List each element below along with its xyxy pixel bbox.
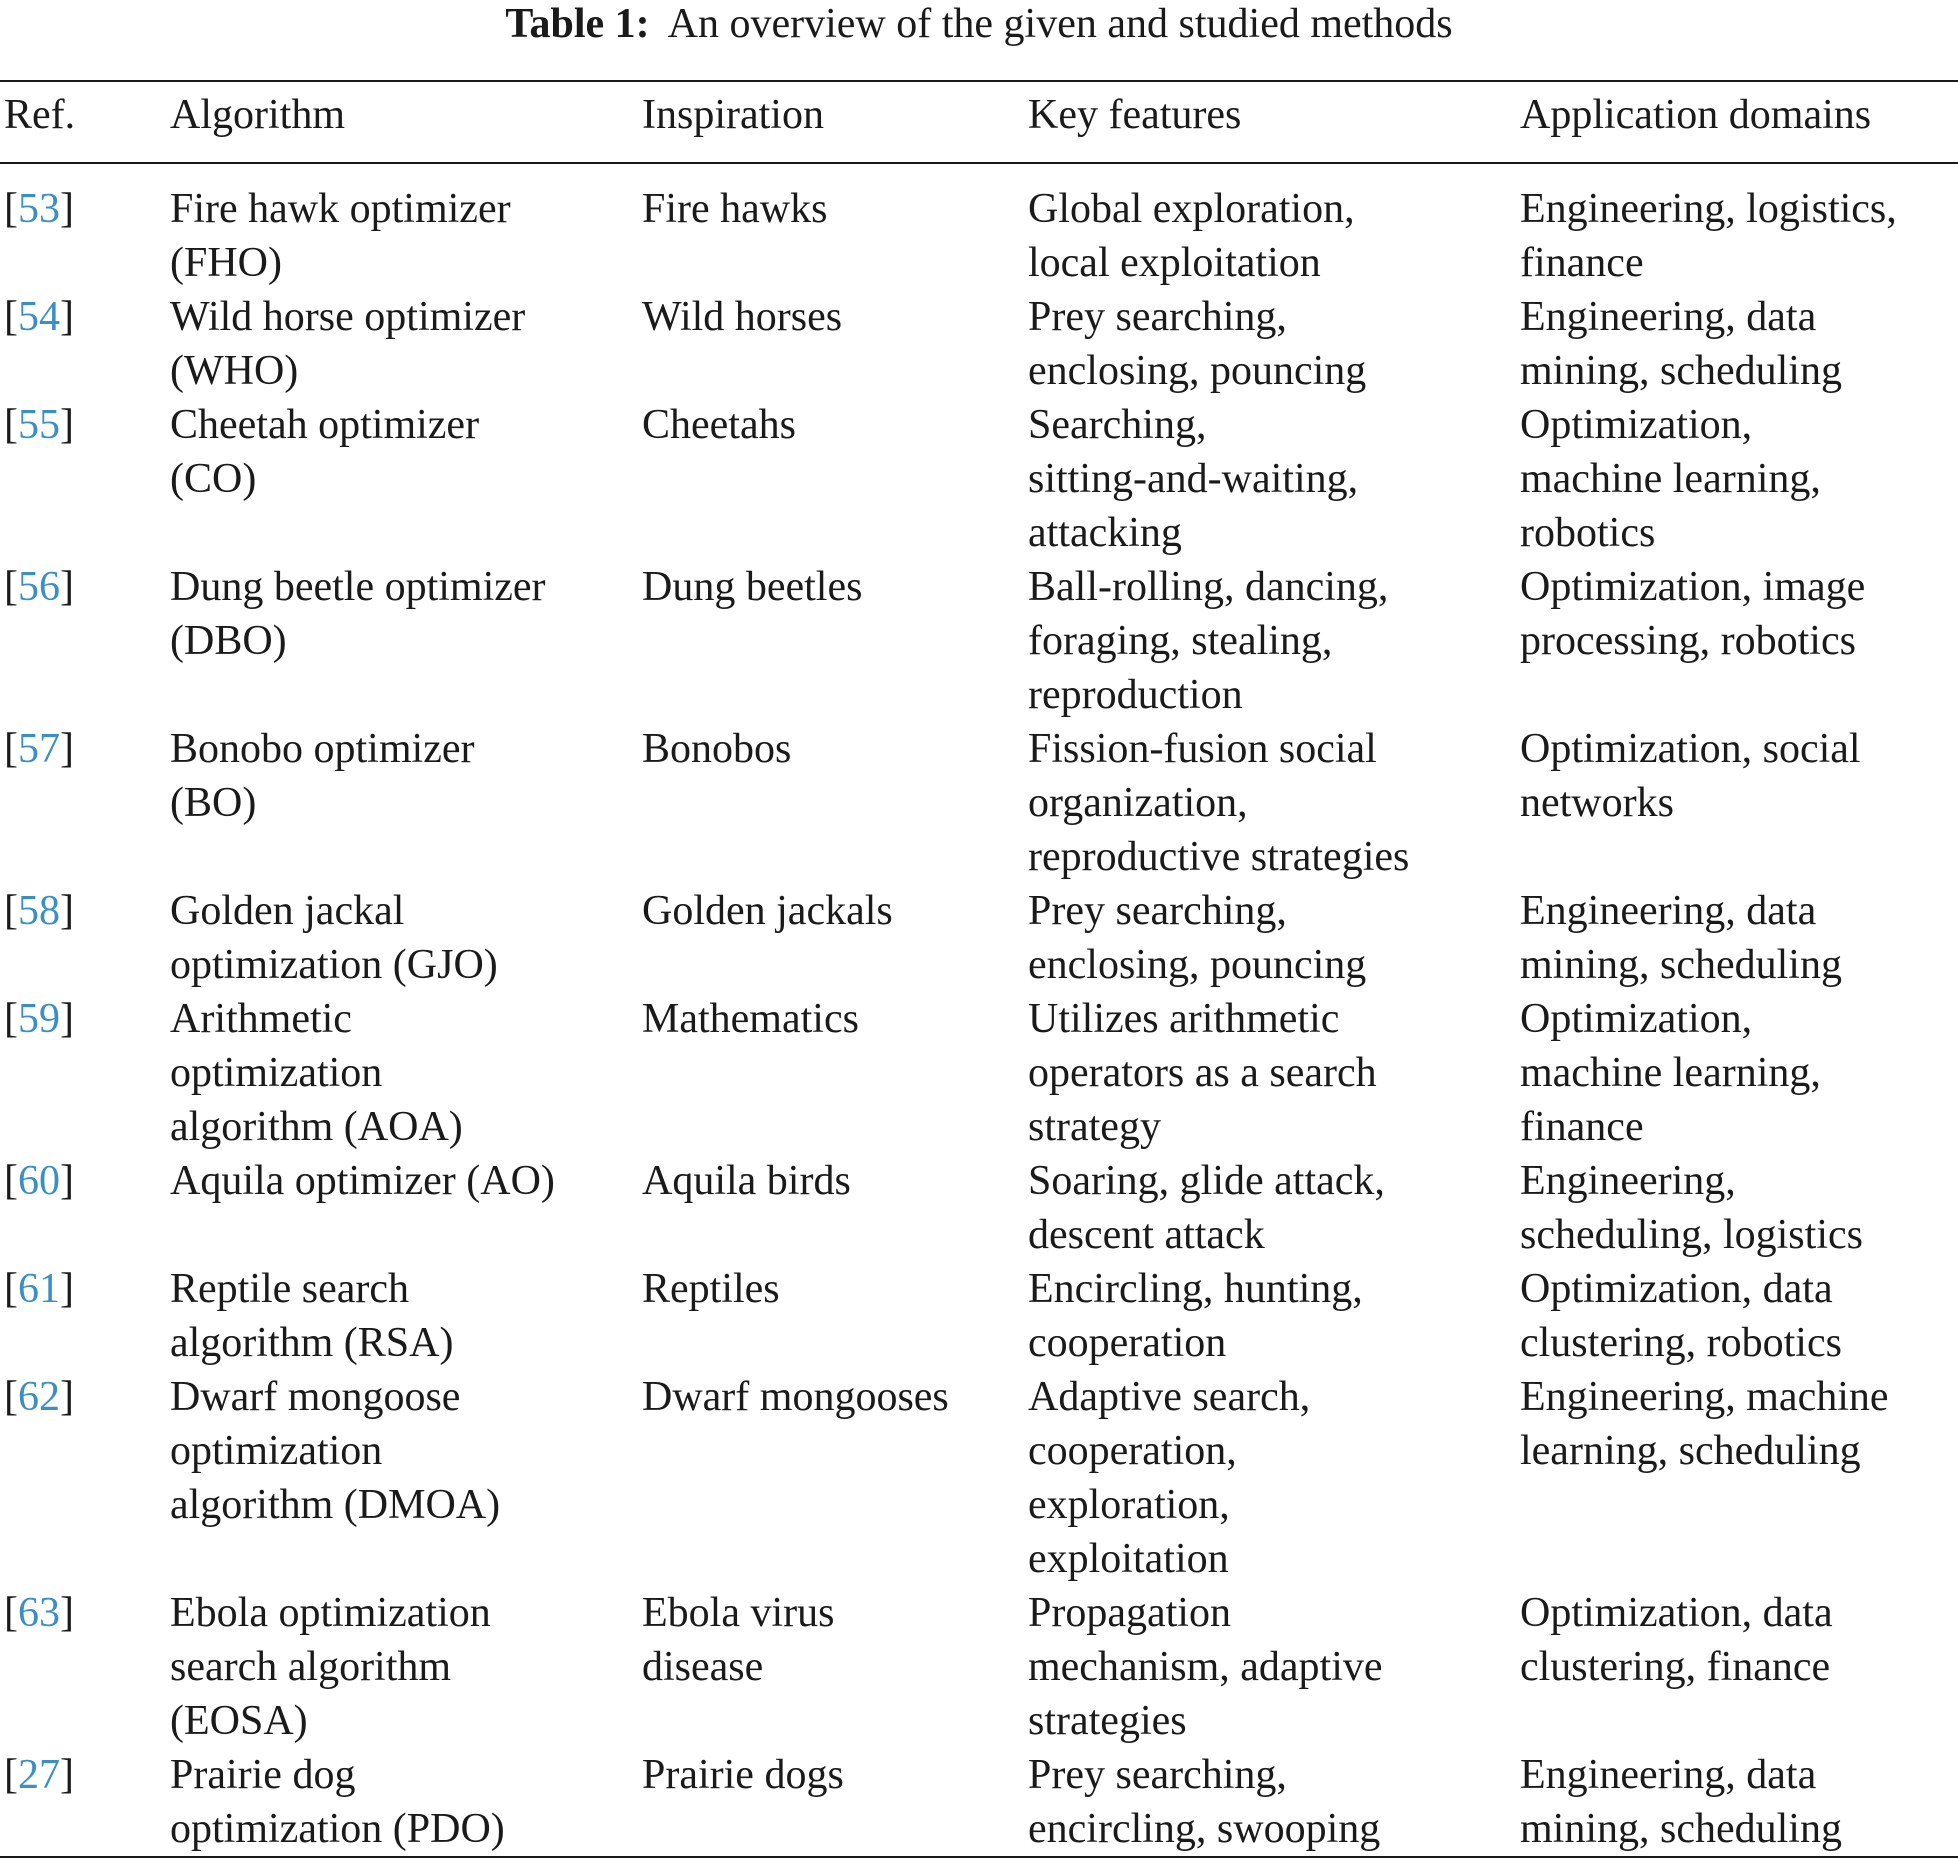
cell-line: optimization (170, 1050, 383, 1096)
cell-ref: [27] (4, 1752, 74, 1798)
cell-line: sitting-and-waiting, (1028, 456, 1359, 502)
cell-line: Dwarf mongooses (642, 1374, 949, 1420)
cell-line: organization, (1028, 780, 1248, 826)
cell-application-domains (1520, 163, 1958, 290)
cell-line: Encircling, hunting, (1028, 1266, 1363, 1312)
cell-line: algorithm (RSA) (170, 1320, 454, 1366)
cell-line: Prey searching, (1028, 888, 1287, 934)
cell-line: strategy (1028, 1104, 1161, 1150)
cell-line: Arithmetic (170, 996, 352, 1042)
cell-application-domains (1520, 1370, 1958, 1586)
reference-link[interactable]: 56 (18, 564, 60, 610)
cell-algorithm (170, 1154, 642, 1262)
table-caption-text: An overview of the given and studied methods (667, 1, 1453, 47)
cell-line: Dung beetle optimizer (170, 564, 546, 610)
cell-line: mining, scheduling (1520, 942, 1842, 988)
cell-key-features (1028, 163, 1520, 290)
cell-line: Optimization, (1520, 996, 1753, 1042)
cell-application-domains (1520, 1262, 1958, 1370)
cell-line: optimization (PDO) (170, 1806, 505, 1852)
cell-key-features (1028, 1154, 1520, 1262)
cell-line: mechanism, adaptive (1028, 1644, 1383, 1690)
cell-inspiration (642, 1154, 1028, 1262)
header-row (0, 81, 1958, 163)
cell-inspiration (642, 722, 1028, 884)
cell-line: (WHO) (170, 348, 299, 394)
cell-algorithm (170, 163, 642, 290)
cell-key-features (1028, 560, 1520, 722)
cell-line: Engineering, (1520, 1158, 1736, 1204)
cell-application-domains (1520, 290, 1958, 398)
cell-line: Dwarf mongoose (170, 1374, 461, 1420)
cell-line: Engineering, logistics, (1520, 186, 1897, 232)
cell-ref: [56] (4, 564, 74, 610)
cell-line: enclosing, pouncing (1028, 942, 1367, 988)
reference-link[interactable]: 55 (18, 402, 60, 448)
cell-line: search algorithm (170, 1644, 452, 1690)
cell-application-domains (1520, 1586, 1958, 1748)
cell-line: learning, scheduling (1520, 1428, 1861, 1474)
cell-line: Aquila birds (642, 1158, 851, 1204)
cell-line: Bonobos (642, 726, 792, 772)
cell-inspiration (642, 560, 1028, 722)
cell-line: finance (1520, 1104, 1644, 1150)
cell-inspiration (642, 1262, 1028, 1370)
table-header (0, 81, 1958, 163)
cell-line: Prairie dog (170, 1752, 356, 1798)
cell-ref: [54] (4, 294, 74, 340)
cell-line: Optimization, social (1520, 726, 1861, 772)
cell-key-features (1028, 1262, 1520, 1370)
cell-line: enclosing, pouncing (1028, 348, 1367, 394)
table-row (0, 1748, 1958, 1857)
cell-line: strategies (1028, 1698, 1187, 1744)
cell-ref: [60] (4, 1158, 74, 1204)
cell-inspiration (642, 398, 1028, 560)
cell-key-features (1028, 992, 1520, 1154)
cell-line: descent attack (1028, 1212, 1265, 1258)
reference-link[interactable]: 57 (18, 726, 60, 772)
cell-application-domains (1520, 1748, 1958, 1857)
table-caption-label: Table 1: (505, 1, 650, 47)
cell-line: Propagation (1028, 1590, 1231, 1636)
cell-line: reproductive strategies (1028, 834, 1410, 880)
cell-line: (DBO) (170, 618, 287, 664)
reference-link[interactable]: 58 (18, 888, 60, 934)
cell-line: Golden jackal (170, 888, 405, 934)
header-inspiration: Inspiration (642, 92, 824, 138)
cell-line: Prey searching, (1028, 294, 1287, 340)
cell-line: local exploitation (1028, 240, 1321, 286)
cell-inspiration (642, 992, 1028, 1154)
cell-line: mining, scheduling (1520, 1806, 1842, 1852)
cell-ref: [62] (4, 1374, 74, 1420)
cell-line: finance (1520, 240, 1644, 286)
cell-application-domains (1520, 722, 1958, 884)
cell-line: Mathematics (642, 996, 859, 1042)
cell-line: exploration, (1028, 1482, 1230, 1528)
cell-line: Reptiles (642, 1266, 780, 1312)
cell-line: encircling, swooping (1028, 1806, 1381, 1852)
cell-inspiration (642, 290, 1028, 398)
cell-algorithm (170, 992, 642, 1154)
cell-ref: [63] (4, 1590, 74, 1636)
cell-inspiration (642, 1586, 1028, 1748)
cell-line: Dung beetles (642, 564, 863, 610)
cell-line: Engineering, data (1520, 888, 1817, 934)
cell-algorithm (170, 398, 642, 560)
cell-line: scheduling, logistics (1520, 1212, 1863, 1258)
table-row (0, 722, 1958, 884)
cell-line: Optimization, image (1520, 564, 1866, 610)
cell-inspiration (642, 1370, 1028, 1586)
table-row (0, 992, 1958, 1154)
cell-algorithm (170, 1748, 642, 1857)
cell-line: Soaring, glide attack, (1028, 1158, 1385, 1204)
cell-line: (EOSA) (170, 1698, 308, 1744)
table-row (0, 398, 1958, 560)
cell-key-features (1028, 398, 1520, 560)
cell-line: (BO) (170, 780, 257, 826)
cell-inspiration (642, 163, 1028, 290)
reference-link[interactable]: 27 (18, 1752, 60, 1798)
cell-line: Optimization, data (1520, 1266, 1833, 1312)
cell-line: processing, robotics (1520, 618, 1856, 664)
cell-line: foraging, stealing, (1028, 618, 1333, 664)
table-caption (0, 0, 1958, 50)
cell-ref: [53] (4, 186, 74, 232)
cell-key-features (1028, 722, 1520, 884)
cell-application-domains (1520, 560, 1958, 722)
cell-line: algorithm (DMOA) (170, 1482, 501, 1528)
cell-algorithm (170, 1586, 642, 1748)
cell-line: exploitation (1028, 1536, 1229, 1582)
table-row (0, 1154, 1958, 1262)
methods-table (0, 80, 1958, 1858)
table-row (0, 1586, 1958, 1748)
cell-line: Wild horses (642, 294, 843, 340)
reference-link[interactable]: 54 (18, 294, 60, 340)
cell-key-features (1028, 1586, 1520, 1748)
reference-link[interactable]: 62 (18, 1374, 60, 1420)
cell-ref: [59] (4, 996, 74, 1042)
cell-line: attacking (1028, 510, 1182, 556)
header-application-domains: Application domains (1520, 92, 1872, 138)
cell-key-features (1028, 290, 1520, 398)
cell-line: Cheetah optimizer (170, 402, 480, 448)
cell-line: Fire hawk optimizer (170, 186, 511, 232)
cell-line: Wild horse optimizer (170, 294, 526, 340)
cell-line: (FHO) (170, 240, 282, 286)
cell-line: clustering, robotics (1520, 1320, 1842, 1366)
cell-line: machine learning, (1520, 456, 1821, 502)
reference-link[interactable]: 60 (18, 1158, 60, 1204)
reference-link[interactable]: 53 (18, 186, 60, 232)
cell-line: optimization (GJO) (170, 942, 498, 988)
cell-line: Optimization, (1520, 402, 1753, 448)
cell-algorithm (170, 290, 642, 398)
cell-line: Engineering, data (1520, 294, 1817, 340)
cell-application-domains (1520, 398, 1958, 560)
cell-line: cooperation, (1028, 1428, 1237, 1474)
cell-line: algorithm (AOA) (170, 1104, 463, 1150)
cell-application-domains (1520, 992, 1958, 1154)
reference-link[interactable]: 61 (18, 1266, 60, 1312)
cell-inspiration (642, 1748, 1028, 1857)
cell-line: cooperation (1028, 1320, 1227, 1366)
cell-line: Reptile search (170, 1266, 410, 1312)
cell-key-features (1028, 1748, 1520, 1857)
cell-algorithm (170, 884, 642, 992)
cell-line: Searching, (1028, 402, 1207, 448)
header-key-features: Key features (1028, 92, 1242, 138)
cell-ref: [55] (4, 402, 74, 448)
cell-key-features (1028, 1370, 1520, 1586)
cell-ref: [58] (4, 888, 74, 934)
cell-line: Prairie dogs (642, 1752, 844, 1798)
cell-line: Golden jackals (642, 888, 893, 934)
cell-algorithm (170, 1262, 642, 1370)
table-row (0, 163, 1958, 290)
cell-line: disease (642, 1644, 764, 1690)
table-row (0, 884, 1958, 992)
cell-line: Fission-fusion social (1028, 726, 1377, 772)
cell-inspiration (642, 884, 1028, 992)
cell-line: Fire hawks (642, 186, 828, 232)
header-ref: Ref. (4, 92, 76, 138)
reference-link[interactable]: 63 (18, 1590, 60, 1636)
header-algorithm: Algorithm (170, 92, 345, 138)
cell-line: Ebola optimization (170, 1590, 491, 1636)
cell-line: machine learning, (1520, 1050, 1821, 1096)
reference-link[interactable]: 59 (18, 996, 60, 1042)
table-body (0, 163, 1958, 1857)
cell-line: robotics (1520, 510, 1656, 556)
cell-line: Utilizes arithmetic (1028, 996, 1340, 1042)
cell-line: mining, scheduling (1520, 348, 1842, 394)
cell-algorithm (170, 560, 642, 722)
cell-line: Bonobo optimizer (170, 726, 475, 772)
cell-line: clustering, finance (1520, 1644, 1831, 1690)
table-row (0, 290, 1958, 398)
cell-line: Prey searching, (1028, 1752, 1287, 1798)
table-row (0, 560, 1958, 722)
cell-line: Ball-rolling, dancing, (1028, 564, 1389, 610)
cell-ref: [61] (4, 1266, 74, 1312)
cell-line: Ebola virus (642, 1590, 835, 1636)
cell-line: Engineering, machine (1520, 1374, 1889, 1420)
cell-algorithm (170, 722, 642, 884)
cell-application-domains (1520, 1154, 1958, 1262)
cell-algorithm (170, 1370, 642, 1586)
cell-line: reproduction (1028, 672, 1243, 718)
cell-line: Adaptive search, (1028, 1374, 1311, 1420)
cell-application-domains (1520, 884, 1958, 992)
cell-line: networks (1520, 780, 1674, 826)
table-row (0, 1262, 1958, 1370)
cell-line: Engineering, data (1520, 1752, 1817, 1798)
cell-line: Aquila optimizer (AO) (170, 1158, 555, 1204)
cell-key-features (1028, 884, 1520, 992)
cell-line: (CO) (170, 456, 257, 502)
table-row (0, 1370, 1958, 1586)
cell-line: Global exploration, (1028, 186, 1355, 232)
cell-ref: [57] (4, 726, 74, 772)
cell-line: Cheetahs (642, 402, 796, 448)
cell-line: optimization (170, 1428, 383, 1474)
cell-line: Optimization, data (1520, 1590, 1833, 1636)
cell-line: operators as a search (1028, 1050, 1377, 1096)
